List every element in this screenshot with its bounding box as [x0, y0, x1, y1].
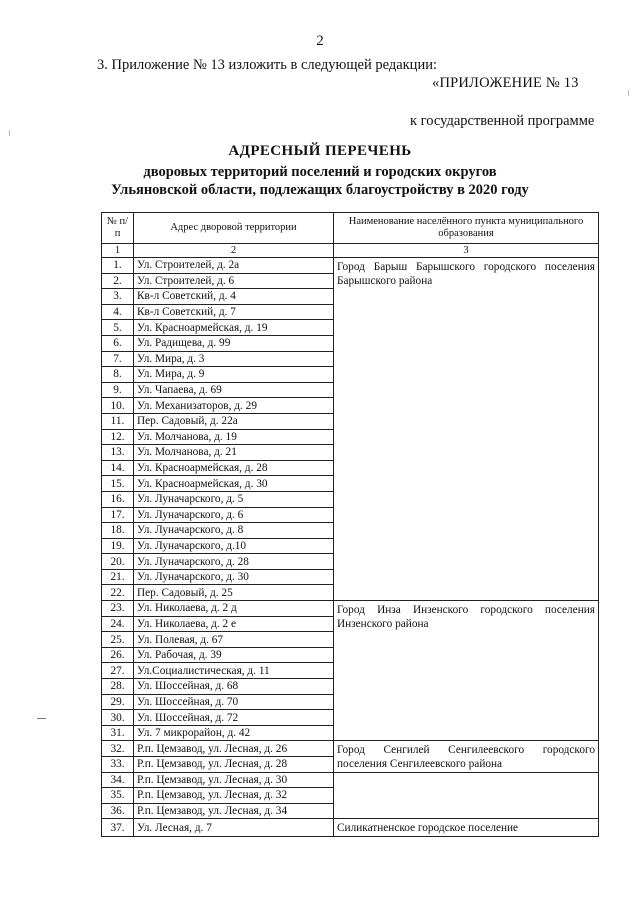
- row-number: 7.: [102, 351, 134, 367]
- row-address: Ул. Луначарского, д. 6: [134, 507, 334, 523]
- row-address: Р.п. Цемзавод, ул. Лесная, д. 26: [134, 741, 334, 757]
- row-number: 18.: [102, 523, 134, 539]
- row-number: 21.: [102, 569, 134, 585]
- scan-mark: [37, 718, 46, 719]
- row-number: 11.: [102, 413, 134, 429]
- program-caption: к государственной программе: [410, 113, 595, 129]
- row-address: Ул. Николаева, д. 2 е: [134, 616, 334, 632]
- table-body: [102, 258, 599, 837]
- row-address: Ул. Красноармейская, д. 19: [134, 320, 334, 336]
- row-address: Ул. Шоссейная, д. 70: [134, 694, 334, 710]
- scan-mark: [628, 90, 629, 96]
- row-number: 25.: [102, 632, 134, 648]
- row-address: Р.п. Цемзавод, ул. Лесная, д. 30: [134, 772, 334, 788]
- row-number: 22.: [102, 585, 134, 601]
- row-number: 35.: [102, 788, 134, 804]
- row-address: Ул. Молчанова, д. 21: [134, 445, 334, 461]
- row-address: Ул. Чапаева, д. 69: [134, 382, 334, 398]
- row-number: 33.: [102, 757, 134, 773]
- table-header-row: [102, 213, 599, 244]
- row-locality: Город Сенгилей Сенгилеевского городского поселения Сенгилеевского района: [334, 741, 599, 772]
- row-number: 28.: [102, 679, 134, 695]
- row-address: Ул. Рабочая, д. 39: [134, 647, 334, 663]
- row-number: 27.: [102, 663, 134, 679]
- row-number: 29.: [102, 694, 134, 710]
- row-address: Пер. Садовый, д. 22а: [134, 413, 334, 429]
- row-number: 12.: [102, 429, 134, 445]
- row-address: Ул. Радищева, д. 99: [134, 335, 334, 351]
- row-address: Ул. Красноармейская, д. 30: [134, 476, 334, 492]
- row-locality: Город Инза Инзенского городского поселения Инзенского района: [334, 601, 599, 741]
- row-number: 4.: [102, 304, 134, 320]
- row-address: Ул. Полевая, д. 67: [134, 632, 334, 648]
- row-address: Ул. Строителей, д. 2а: [134, 258, 334, 274]
- intro-paragraph: 3. Приложение № 13 изложить в следующей редакции:: [97, 57, 437, 73]
- page-number: 2: [316, 33, 324, 49]
- row-number: 34.: [102, 772, 134, 788]
- row-address: Р.п. Цемзавод, ул. Лесная, д. 28: [134, 757, 334, 773]
- row-locality: Силикатненское городское поселение: [334, 819, 599, 837]
- row-address: Ул. Мира, д. 9: [134, 367, 334, 383]
- row-address: Р.п. Цемзавод, ул. Лесная, д. 34: [134, 803, 334, 819]
- row-address: Ул. Луначарского, д. 28: [134, 554, 334, 570]
- row-address: Ул. 7 микрорайон, д. 42: [134, 725, 334, 741]
- row-address: Ул. Лесная, д. 7: [134, 819, 334, 837]
- row-number: 9.: [102, 382, 134, 398]
- table-row: [102, 772, 599, 788]
- row-address: Ул. Механизаторов, д. 29: [134, 398, 334, 414]
- row-number: 31.: [102, 725, 134, 741]
- index-cell: 3: [334, 244, 599, 258]
- row-address: Ул. Шоссейная, д. 72: [134, 710, 334, 726]
- index-cell: 2: [134, 244, 334, 258]
- row-number: 10.: [102, 398, 134, 414]
- row-number: 3.: [102, 289, 134, 305]
- row-number: 13.: [102, 445, 134, 461]
- row-locality: Город Барыш Барышского городского поселения Барышского района: [334, 258, 599, 601]
- row-number: 8.: [102, 367, 134, 383]
- row-number: 24.: [102, 616, 134, 632]
- row-address: Ул. Молчанова, д. 19: [134, 429, 334, 445]
- row-address: Ул. Шоссейная, д. 68: [134, 679, 334, 695]
- row-number: 36.: [102, 803, 134, 819]
- row-number: 20.: [102, 554, 134, 570]
- row-number: 16.: [102, 491, 134, 507]
- row-number: 23.: [102, 601, 134, 617]
- row-number: 26.: [102, 647, 134, 663]
- header-number: № п/п: [102, 213, 134, 244]
- row-number: 19.: [102, 538, 134, 554]
- table-index-row: [102, 244, 599, 258]
- header-locality: Наименование населённого пункта муниципального образования: [334, 213, 599, 244]
- row-address: Кв-л Советский, д. 4: [134, 289, 334, 305]
- row-number: 32.: [102, 741, 134, 757]
- row-address: Ул. Красноармейская, д. 28: [134, 460, 334, 476]
- row-number: 5.: [102, 320, 134, 336]
- table-row: [102, 258, 599, 274]
- row-number: 1.: [102, 258, 134, 274]
- row-address: Пер. Садовый, д. 25: [134, 585, 334, 601]
- row-address: Ул. Луначарского, д. 5: [134, 491, 334, 507]
- row-address: Ул. Николаева, д. 2 д: [134, 601, 334, 617]
- scan-mark: [9, 130, 10, 136]
- table-row: [102, 819, 599, 837]
- row-number: 14.: [102, 460, 134, 476]
- row-number: 6.: [102, 335, 134, 351]
- document-subtitle-line-2: Ульяновской области, подлежащих благоустройству в 2020 году: [111, 182, 529, 198]
- row-locality: [334, 772, 599, 819]
- document-title: АДРЕСНЫЙ ПЕРЕЧЕНЬ: [228, 143, 412, 159]
- row-address: Р.п. Цемзавод, ул. Лесная, д. 32: [134, 788, 334, 804]
- row-address: Ул. Луначарского, д.10: [134, 538, 334, 554]
- row-number: 37.: [102, 819, 134, 837]
- row-number: 15.: [102, 476, 134, 492]
- row-address: Ул.Социалистическая, д. 11: [134, 663, 334, 679]
- table-row: [102, 601, 599, 617]
- header-address: Адрес дворовой территории: [134, 213, 334, 244]
- address-table: [101, 212, 599, 837]
- index-cell: 1: [102, 244, 134, 258]
- table-row: [102, 741, 599, 757]
- row-address: Ул. Строителей, д. 6: [134, 273, 334, 289]
- appendix-title: «ПРИЛОЖЕНИЕ № 13: [432, 75, 579, 91]
- row-number: 2.: [102, 273, 134, 289]
- row-address: Ул. Луначарского, д. 8: [134, 523, 334, 539]
- document-subtitle-line-1: дворовых территорий поселений и городских округов: [143, 164, 497, 180]
- row-number: 30.: [102, 710, 134, 726]
- row-address: Кв-л Советский, д. 7: [134, 304, 334, 320]
- row-address: Ул. Луначарского, д. 30: [134, 569, 334, 585]
- row-number: 17.: [102, 507, 134, 523]
- row-address: Ул. Мира, д. 3: [134, 351, 334, 367]
